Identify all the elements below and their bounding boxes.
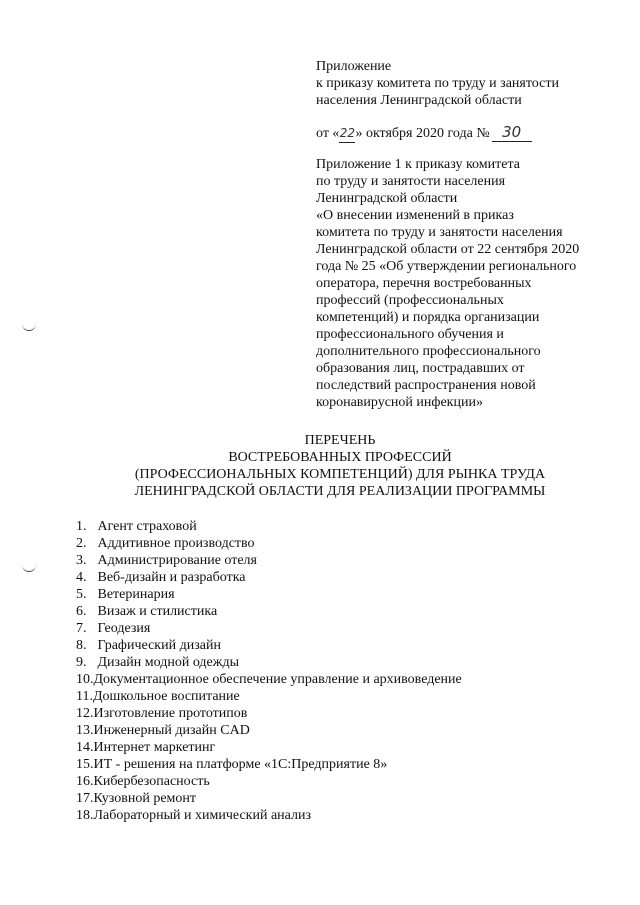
margin-mark-middle — [22, 565, 36, 572]
item-number: 7. — [76, 621, 87, 636]
item-number: 5. — [76, 587, 87, 602]
item-number: 11. — [76, 689, 93, 704]
item-name: Изготовление прототипов — [93, 706, 248, 721]
item-name: Документационное обеспечение управление и архивоведение — [93, 672, 462, 687]
list-item — [76, 756, 462, 773]
appendix-line: населения Ленинградской области — [316, 93, 522, 108]
item-name: Агент страховой — [97, 519, 197, 534]
appendix-header — [316, 58, 626, 109]
list-item — [76, 518, 462, 535]
annex-line: дополнительного профессионального — [316, 344, 541, 359]
item-number: 14. — [76, 740, 94, 755]
order-date-number — [316, 124, 532, 142]
list-item — [76, 569, 462, 586]
item-name: Интернет маркетинг — [93, 740, 216, 755]
list-item — [76, 739, 462, 756]
annex-line: профессий (профессиональных — [316, 293, 504, 308]
item-number: 3. — [76, 553, 87, 568]
list-item — [76, 790, 462, 807]
list-item — [76, 773, 462, 790]
item-number: 12. — [76, 706, 94, 721]
list-item — [76, 552, 462, 569]
list-item — [76, 807, 462, 824]
item-name: Веб-дизайн и разработка — [97, 570, 246, 585]
list-item — [76, 603, 462, 620]
item-number: 15. — [76, 757, 94, 772]
item-name: Геодезия — [97, 621, 151, 636]
annex-line: Ленинградской области от 22 сентября 2020 — [316, 242, 580, 257]
annex-line: Ленинградской области — [316, 191, 458, 206]
title-line: (ПРОФЕССИОНАЛЬНЫХ КОМПЕТЕНЦИЙ) ДЛЯ РЫНКА ТРУДА — [134, 467, 546, 482]
annex-line: Приложение 1 к приказу комитета — [316, 157, 520, 172]
item-number: 1. — [76, 519, 87, 534]
annex-line: комитета по труду и занятости населения — [316, 225, 563, 240]
item-number: 8. — [76, 638, 87, 653]
appendix-line: к приказу комитета по труду и занятости — [316, 76, 559, 91]
list-item — [76, 637, 462, 654]
list-item — [76, 535, 462, 552]
item-number: 10. — [76, 672, 94, 687]
annex-line: последствий распространения новой — [316, 378, 536, 393]
annex-line: года № 25 «Об утверждении регионального — [316, 259, 577, 274]
document-title — [80, 432, 600, 500]
annex-line: профессионального обучения и — [316, 327, 504, 342]
item-number: 17. — [76, 791, 94, 806]
item-name: ИТ - решения на платформе «1С:Предприятие 8» — [93, 757, 388, 772]
margin-mark-top — [22, 324, 36, 331]
title-line: ПЕРЕЧЕНЬ — [304, 433, 376, 448]
item-name: Кузовной ремонт — [93, 791, 197, 806]
order-middle: » октября 2020 года № — [355, 126, 490, 141]
list-item — [76, 671, 462, 688]
annex-line: образования лиц, пострадавших от — [316, 361, 525, 376]
item-number: 6. — [76, 604, 87, 619]
handwritten-day: 22 — [339, 125, 355, 143]
annex-line: «О внесении изменений в приказ — [316, 208, 514, 223]
item-number: 2. — [76, 536, 87, 551]
handwritten-order-number: 30 — [492, 124, 532, 142]
list-item — [76, 722, 462, 739]
item-number: 18. — [76, 808, 94, 823]
list-item — [76, 620, 462, 637]
item-number: 4. — [76, 570, 87, 585]
list-item — [76, 586, 462, 603]
item-number: 16. — [76, 774, 94, 789]
list-item — [76, 654, 462, 671]
title-line: ВОСТРЕБОВАННЫХ ПРОФЕССИЙ — [228, 450, 452, 465]
item-name: Ветеринария — [97, 587, 175, 602]
list-item — [76, 705, 462, 722]
item-name: Аддитивное производство — [97, 536, 255, 551]
item-name: Кибербезопасность — [93, 774, 210, 789]
annex-line: оператора, перечня востребованных — [316, 276, 532, 291]
item-name: Лабораторный и химический анализ — [93, 808, 311, 823]
appendix-line: Приложение — [316, 59, 392, 74]
item-name: Графический дизайн — [97, 638, 221, 653]
item-name: Инженерный дизайн CAD — [93, 723, 250, 738]
item-name: Администрирование отеля — [97, 553, 257, 568]
title-line: ЛЕНИНГРАДСКОЙ ОБЛАСТИ ДЛЯ РЕАЛИЗАЦИИ ПРОГРАММЫ — [134, 484, 546, 499]
annex-line: коронавирусной инфекции» — [316, 395, 483, 410]
item-name: Визаж и стилистика — [97, 604, 218, 619]
professions-list — [76, 518, 462, 824]
order-prefix: от « — [316, 126, 340, 141]
item-number: 13. — [76, 723, 94, 738]
item-number: 9. — [76, 655, 87, 670]
annex-line: компетенций) и порядка организации — [316, 310, 540, 325]
annex-line: по труду и занятости населения — [316, 174, 506, 189]
item-name: Дошкольное воспитание — [92, 689, 240, 704]
list-item — [76, 688, 462, 705]
item-name: Дизайн модной одежды — [97, 655, 239, 670]
annex-1-reference — [316, 156, 626, 411]
